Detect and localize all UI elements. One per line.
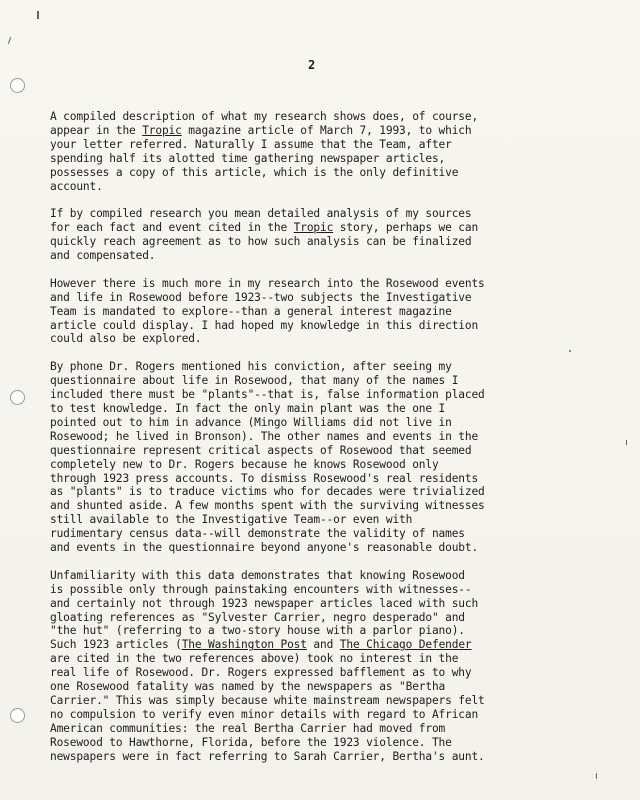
text-line <box>50 736 610 750</box>
text-line <box>50 485 610 499</box>
text-line <box>50 180 610 194</box>
text-line <box>50 541 610 555</box>
text-segment: could also be explored. <box>50 332 202 346</box>
text-segment: If by compiled research you mean detailed analysis of my sources <box>50 207 472 221</box>
text-segment: and shunted aside. A few months spent with the surviving witnesses <box>50 499 485 513</box>
text-line <box>50 624 610 638</box>
text-line <box>50 569 610 583</box>
text-line <box>50 444 610 458</box>
text-segment: and events in the questionnaire beyond anyone's reasonable doubt. <box>50 541 479 555</box>
text-segment: newspapers were in fact referring to Sarah Carrier, Bertha's aunt. <box>50 749 485 763</box>
text-segment: appear in the <box>50 123 143 137</box>
text-segment: one Rosewood fatality was named by the newspapers as "Bertha <box>50 680 446 694</box>
text-segment: story, perhaps we can <box>333 221 479 235</box>
text-segment: and certainly not through 1923 newspaper articles laced with such <box>50 596 479 610</box>
text-line <box>50 666 610 680</box>
text-line <box>50 207 610 221</box>
text-segment: included there must be "plants"--that is, false information placed <box>50 388 485 402</box>
text-line <box>50 221 610 235</box>
binder-hole-bottom <box>10 708 25 723</box>
paragraph-3 <box>50 277 610 347</box>
text-segment: However there is much more in my research into the Rosewood events <box>50 276 485 290</box>
text-line <box>50 611 610 625</box>
text-line <box>50 319 610 333</box>
underlined-title: Tropic <box>142 123 182 137</box>
scan-mark <box>8 37 11 44</box>
text-segment: for each fact and event cited in the <box>50 221 294 235</box>
underlined-title: The Washington Post <box>181 638 307 652</box>
text-segment: American communities: the real Bertha Carrier had moved from <box>50 721 446 735</box>
text-segment: questionnaire represent critical aspects of Rosewood that seemed <box>50 443 472 457</box>
paragraph-4 <box>50 360 610 555</box>
text-segment: are cited in the two references above) took no interest in the <box>50 652 459 666</box>
text-segment: still available to the Investigative Team--or even with <box>50 513 413 527</box>
text-line <box>50 416 610 430</box>
text-segment: through 1923 press accounts. To dismiss Rosewood's real residents <box>50 471 479 485</box>
text-segment: real life of Rosewood. Dr. Rogers expressed bafflement as to why <box>50 666 472 680</box>
text-segment: Carrier." This was simply because white mainstream newspapers felt <box>50 694 485 707</box>
text-line <box>50 291 610 305</box>
text-segment: your letter referred. Naturally I assume that the Team, after <box>50 137 452 151</box>
text-segment: Unfamiliarity with this data demonstrates that knowing Rosewood <box>50 568 465 582</box>
text-line <box>50 499 610 513</box>
text-line <box>50 124 610 138</box>
text-segment: "the hut" (referring to a two-story house with a parlor piano). <box>50 624 465 638</box>
text-line <box>50 750 610 764</box>
letter-body <box>50 110 610 777</box>
text-line <box>50 597 610 611</box>
text-line <box>50 277 610 291</box>
page-number: 2 <box>308 58 316 72</box>
text-segment: gloating references as "Sylvester Carrier, negro desperado" and <box>50 610 465 624</box>
text-segment: article could display. I had hoped my knowledge in this direction <box>50 318 479 332</box>
text-line <box>50 138 610 152</box>
text-line <box>50 652 610 666</box>
text-line <box>50 235 610 249</box>
underlined-title: The Chicago Defender <box>339 638 472 652</box>
text-line <box>50 694 610 708</box>
scan-mark <box>626 440 627 445</box>
text-segment: By phone Dr. Rogers mentioned his conviction, after seeing my <box>50 360 452 374</box>
text-line <box>50 513 610 527</box>
text-line <box>50 430 610 444</box>
text-segment: rudimentary census data--will demonstrate the validity of names <box>50 527 465 541</box>
text-segment: Such 1923 articles ( <box>50 638 182 652</box>
scan-mark <box>37 11 39 19</box>
text-segment: pointed out to him in advance (Mingo Williams did not live in <box>50 415 452 429</box>
binder-hole-middle <box>10 390 25 405</box>
text-segment: and compensated. <box>50 249 156 263</box>
text-segment: completely new to Dr. Rogers because he knows Rosewood only <box>50 457 439 471</box>
text-line <box>50 388 610 402</box>
text-line <box>50 152 610 166</box>
text-segment: questionnaire about life in Rosewood, that many of the names I <box>50 374 459 388</box>
text-segment: Rosewood to Hawthorne, Florida, before the 1923 violence. The <box>50 735 452 749</box>
text-line <box>50 360 610 374</box>
text-segment: magazine article of March 7, 1993, to which <box>181 123 472 137</box>
paragraph-5 <box>50 569 610 764</box>
text-segment: no compulsion to verify even minor details with regard to African <box>50 707 479 721</box>
text-line <box>50 722 610 736</box>
text-line <box>50 402 610 416</box>
text-segment: as "plants" is to traduce victims who for decades were trivialized <box>50 485 485 499</box>
text-segment: possesses a copy of this article, which is the only definitive <box>50 165 459 179</box>
text-line <box>50 374 610 388</box>
text-segment: and life in Rosewood before 1923--two subjects the Investigative <box>50 290 472 304</box>
underlined-title: Tropic <box>293 221 334 235</box>
paragraph-1 <box>50 110 610 193</box>
binder-hole-top <box>10 78 25 93</box>
text-line <box>50 583 610 597</box>
text-line <box>50 110 610 124</box>
text-line <box>50 527 610 541</box>
text-line <box>50 472 610 486</box>
text-segment: spending half its alotted time gathering newspaper articles, <box>50 151 446 165</box>
text-segment: Rosewood; he lived in Bronson). The other names and events in the <box>50 429 479 443</box>
text-line <box>50 458 610 472</box>
text-line <box>50 708 610 722</box>
text-segment: A compiled description of what my research shows does, of course, <box>50 110 479 123</box>
text-segment: is possible only through painstaking encounters with witnesses-- <box>50 582 472 596</box>
text-line <box>50 638 610 652</box>
text-line <box>50 305 610 319</box>
text-line <box>50 166 610 180</box>
text-segment: Team is mandated to explore--than a general interest magazine <box>50 304 452 318</box>
text-line <box>50 249 610 263</box>
text-line <box>50 680 610 694</box>
text-line <box>50 332 610 346</box>
text-segment: quickly reach agreement as to how such analysis can be finalized <box>50 235 472 249</box>
text-segment: to test knowledge. In fact the only main plant was the one I <box>50 401 446 415</box>
paragraph-2 <box>50 207 610 263</box>
text-segment: and <box>306 638 340 652</box>
text-segment: account. <box>50 179 103 193</box>
